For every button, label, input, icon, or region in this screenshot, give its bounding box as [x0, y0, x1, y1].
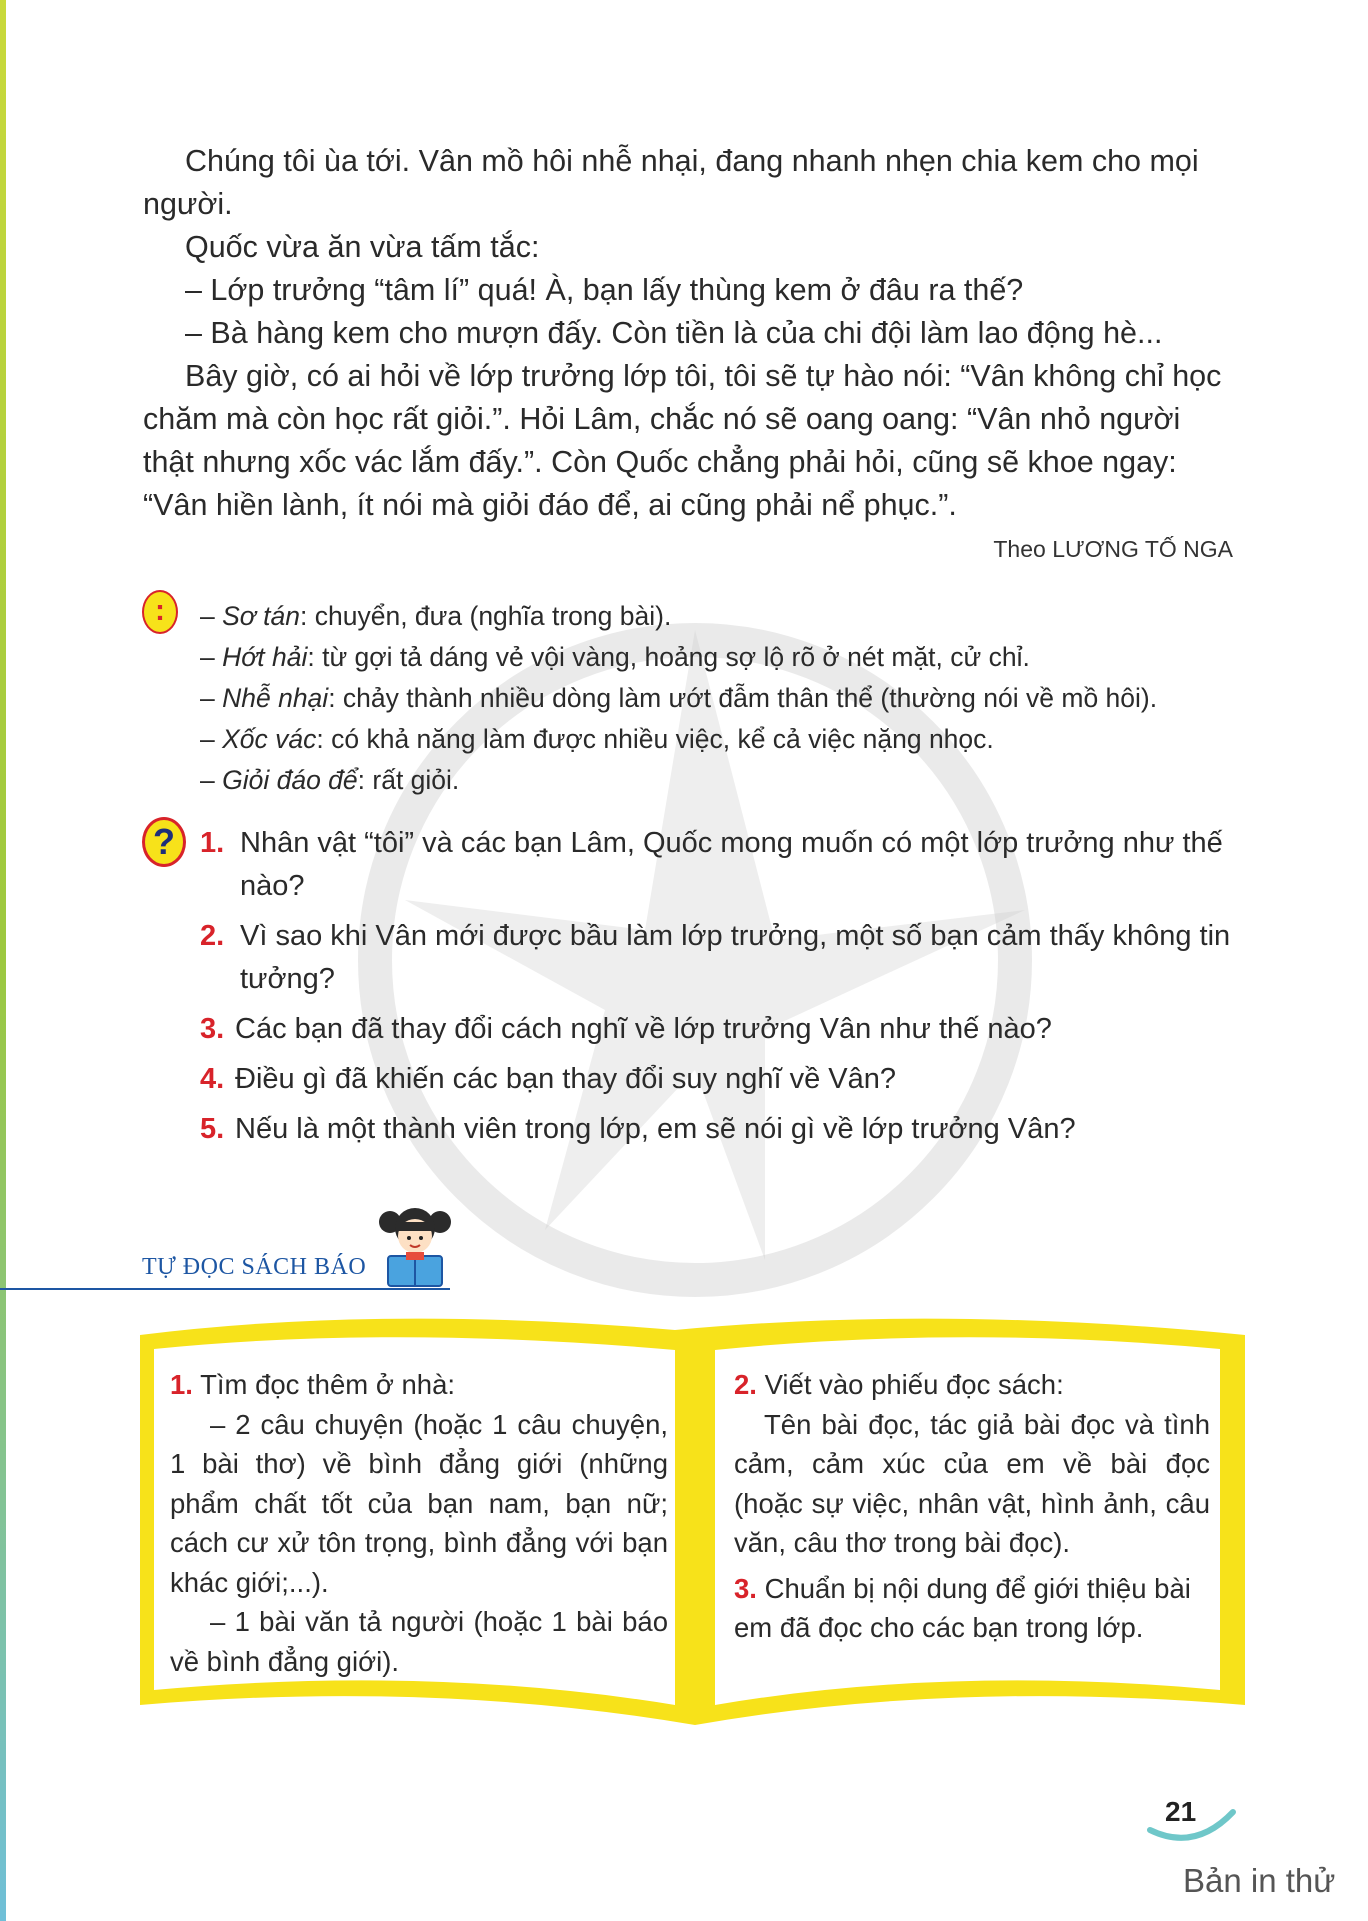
glossary-list [200, 596, 1250, 801]
question-item [200, 1008, 1240, 1051]
question-text: Nhân vật “tôi” và các bạn Lâm, Quốc mong muốn có một lớp trưởng như thế nào? [240, 827, 1223, 902]
reading-task-3 [734, 1569, 1210, 1648]
open-book-panel [130, 1305, 1260, 1745]
glossary-item: – Giỏi đáo để: rất giỏi. [200, 765, 460, 795]
question-item [200, 1108, 1240, 1151]
glossary-item: – Nhễ nhại: chảy thành nhiều dòng làm ướt đẫm thân thể (thường nói về mồ hôi). [200, 683, 1158, 713]
reading-section-title: TỰ ĐỌC SÁCH BÁO [142, 1254, 367, 1280]
question-number: 1. [200, 827, 225, 859]
question-text: Các bạn đã thay đổi cách nghĩ về lớp trưởng Vân như thế nào? [235, 1013, 1052, 1045]
story-paragraph: – Bà hàng kem cho mượn đấy. Còn tiền là của chi đội làm lao động hè... [185, 316, 1163, 350]
print-proof-label: Bản in thử [1183, 1862, 1336, 1899]
question-number: 2. [200, 920, 225, 952]
glossary-item: – Sơ tán: chuyển, đưa (nghĩa trong bài). [200, 601, 672, 631]
glossary-term: Nhễ nhại [222, 683, 329, 713]
book-right-page [734, 1365, 1210, 1648]
page-number: 21 [1165, 1796, 1197, 1827]
task-number: 1. [170, 1369, 193, 1400]
glossary-definition: : rất giỏi. [357, 765, 460, 795]
glossary-item: – Hớt hải: từ gợi tả dáng vẻ vội vàng, hoảng sợ lộ rõ ở nét mặt, cử chỉ. [200, 642, 1030, 672]
story-paragraph: – Lớp trưởng “tâm lí” quá! À, bạn lấy thùng kem ở đâu ra thế? [185, 273, 1024, 307]
page-edge-stripe [0, 0, 6, 1921]
story-paragraph: Bây giờ, có ai hỏi về lớp trưởng lớp tôi, tôi sẽ tự hào nói: “Vân không chỉ học chăm mà còn học rất giỏi.”. Hỏi Lâm, chắc nó sẽ oang oang: “Vân nhỏ người thật nhưng xốc vác lắm đấy.”. Còn Quốc chẳng phải hỏi, cũng sẽ khoe ngay: “Vân hiền lành, ít nói mà giỏi đáo để, ai cũng phải nể phục.”. [143, 359, 1222, 522]
task-body: Tên bài đọc, tác giả bài đọc và tình cảm, cảm xúc của em về bài đọc (hoặc sự việc, nhân vật, hình ảnh, câu văn, câu thơ trong bài đọc). [734, 1408, 1210, 1558]
glossary-item: – Xốc vác: có khả năng làm được nhiều việc, kể cả việc nặng nhọc. [200, 724, 994, 754]
task-number: 2. [734, 1369, 757, 1400]
question-item [200, 1058, 1240, 1101]
task-heading: Tìm đọc thêm ở nhà: [192, 1369, 456, 1400]
reading-section-header [0, 1200, 460, 1300]
glossary-definition: : chuyển, đưa (nghĩa trong bài). [300, 601, 672, 631]
glossary-term: Sơ tán [222, 601, 301, 631]
question-item [200, 915, 1240, 1001]
reading-task-1 [170, 1365, 668, 1405]
task-number: 3. [734, 1572, 757, 1604]
story-paragraph: Chúng tôi ùa tới. Vân mồ hôi nhễ nhại, đang nhanh nhẹn chia kem cho mọi người. [143, 144, 1199, 221]
reading-task-2 [734, 1365, 1210, 1405]
question-icon: ? [142, 817, 186, 867]
glossary-icon: : [142, 590, 178, 634]
task-text: Chuẩn bị nội dung để giới thiệu bài em đã đọc cho các bạn trong lớp. [734, 1572, 1191, 1643]
question-number: 4. [200, 1063, 225, 1095]
glossary-term: Hớt hải [222, 642, 308, 672]
glossary-definition: : chảy thành nhiều dòng làm ướt đẫm thân thể (thường nói về mồ hôi). [328, 683, 1158, 713]
question-text: Nếu là một thành viên trong lớp, em sẽ nói gì về lớp trưởng Vân? [235, 1113, 1076, 1145]
story-attribution: Theo LƯƠNG TỐ NGA [993, 536, 1233, 562]
question-text: Vì sao khi Vân mới được bầu làm lớp trưởng, một số bạn cảm thấy không tin tưởng? [240, 920, 1231, 995]
task-item: – 2 câu chuyện (hoặc 1 câu chuyện, 1 bài thơ) về bình đẳng giới (những phẩm chất tốt của bạn nam, bạn nữ; cách cư xử tôn trọng, bình đẳng với bạn khác giới;...). [170, 1408, 668, 1598]
task-item: – 1 bài văn tả người (hoặc 1 bài báo về bình đẳng giới). [170, 1606, 668, 1677]
reading-girl-icon [370, 1200, 460, 1290]
glossary-definition: : từ gợi tả dáng vẻ vội vàng, hoảng sợ lộ rõ ở nét mặt, cử chỉ. [307, 642, 1030, 672]
question-number: 5. [200, 1113, 225, 1145]
glossary-term: Giỏi đáo để [222, 765, 358, 795]
glossary-term: Xốc vác [222, 724, 317, 754]
book-left-page [170, 1365, 668, 1681]
question-number: 3. [200, 1013, 225, 1045]
glossary-definition: : có khả năng làm được nhiều việc, kể cả việc nặng nhọc. [316, 724, 994, 754]
question-list [200, 822, 1240, 1158]
question-text: Điều gì đã khiến các bạn thay đổi suy nghĩ về Vân? [235, 1063, 896, 1095]
question-item [200, 822, 1240, 908]
task-heading: Viết vào phiếu đọc sách: [756, 1369, 1064, 1400]
story-text [143, 140, 1233, 527]
story-paragraph: Quốc vừa ăn vừa tấm tắc: [185, 230, 540, 264]
